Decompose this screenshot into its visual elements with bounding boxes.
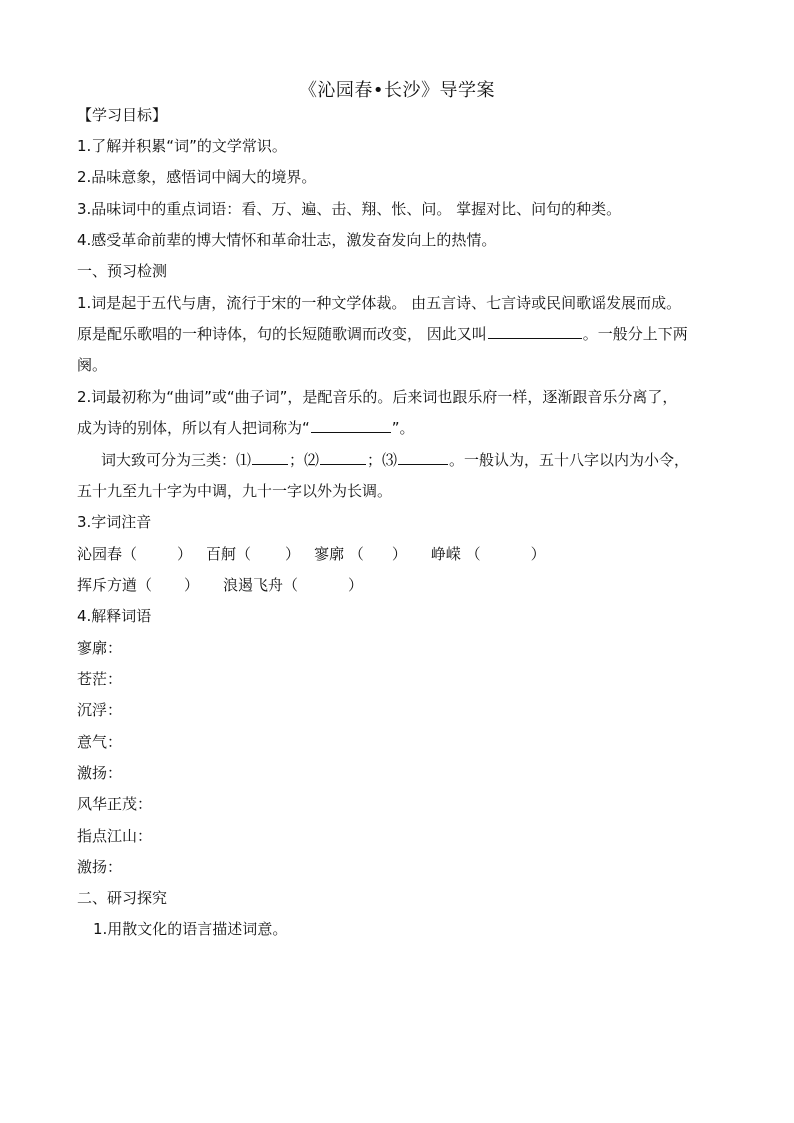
pinyin-term-1-open: 沁园春（ [77,545,138,563]
q2-line-2 [77,417,415,439]
pinyin-term-3-close: ） [391,545,407,563]
pinyin-term-2-close: ） [285,545,301,563]
q4-heading: 4.解释词语 [77,607,152,625]
q1-line-1: 1.词是起于五代与唐，流行于宋的一种文学体裁。 由五言诗、七言诗或民间歌谣发展而成。 [77,294,682,312]
q2-line-3-text-b: ；⑵ [289,451,320,469]
q2-category-blank-3[interactable] [398,449,448,465]
q2-category-blank-2[interactable] [320,449,366,465]
objective-item-4: 4.感受革命前辈的博大情怀和革命壮志，激发奋发向上的热情。 [77,231,497,249]
term-yiqi: 意气： [77,733,123,751]
pinyin-term-5-close: ） [184,576,200,594]
pinyin-term-2-open: 百舸（ [206,545,252,563]
q2-line-4: 五十九至九十字为中调，九十一字以外为长调。 [77,482,393,500]
q1-line-2-text-a: 原是配乐歌唱的一种诗体，句的长短随歌调而改变， 因此又叫 [77,325,487,343]
term-chenfu: 沉浮： [77,701,123,719]
pinyin-term-4-open: 峥嵘 （ [430,545,481,563]
page-title: 《沁园春•长沙》导学案 [298,80,496,101]
research-item-1: 1.用散文化的语言描述词意。 [93,920,288,938]
term-liaokuo: 寥廓： [77,639,123,657]
q2-line-3-text-a: 词大致可分为三类：⑴ [101,451,252,469]
q2-answer-blank[interactable] [311,417,391,433]
research-heading: 二、研习探究 [77,889,168,907]
q2-line-2-text-b: ”。 [391,419,415,437]
q2-line-3-text-d: 。一般认为，五十八字以内为小令， [449,451,690,469]
term-cangmang: 苍茫： [77,670,123,688]
q1-line-2 [77,323,688,345]
q1-answer-blank[interactable] [488,323,582,339]
q2-line-3 [101,449,689,471]
q2-line-3-text-c: ；⑶ [367,451,398,469]
pinyin-term-6-close: ） [348,576,364,594]
pinyin-term-1-close: ） [177,545,193,563]
q2-category-blank-1[interactable] [252,449,288,465]
term-zhidian-jiangshan: 指点江山： [77,827,153,845]
q2-line-1: 2.词最初称为“曲词”或“曲子词”，是配音乐的。后来词也跟乐府一样，逐渐跟音乐分离了， [77,388,678,406]
q2-line-2-text-a: 成为诗的别体，所以有人把词称为“ [77,419,310,437]
q1-line-2-text-b: 。一般分上下两 [582,325,688,343]
objectives-heading: 【学习目标】 [77,106,168,124]
q3-heading: 3.字词注音 [77,513,152,531]
preview-heading: 一、预习检测 [77,262,168,280]
pinyin-row-1 [77,543,546,565]
pinyin-term-5-open: 挥斥方遒（ [77,576,153,594]
objective-item-3: 3.品味词中的重点词语：看、万、遍、击、翔、怅、问。 掌握对比、问句的种类。 [77,200,622,218]
pinyin-term-6-open: 浪遏飞舟（ [223,576,299,594]
pinyin-row-2 [77,574,363,596]
term-jiyang-1: 激扬： [77,764,123,782]
objective-item-2: 2.品味意象，感悟词中阔大的境界。 [77,168,317,186]
pinyin-term-4-close: ） [530,545,546,563]
pinyin-term-3-open: 寥廓 （ [314,545,364,563]
objective-item-1: 1.了解并积累“词”的文学常识。 [77,137,287,155]
q1-line-3: 阕。 [77,356,108,374]
term-fenghua-zhengmao: 风华正茂： [77,795,153,813]
term-jiyang-2: 激扬： [77,858,123,876]
